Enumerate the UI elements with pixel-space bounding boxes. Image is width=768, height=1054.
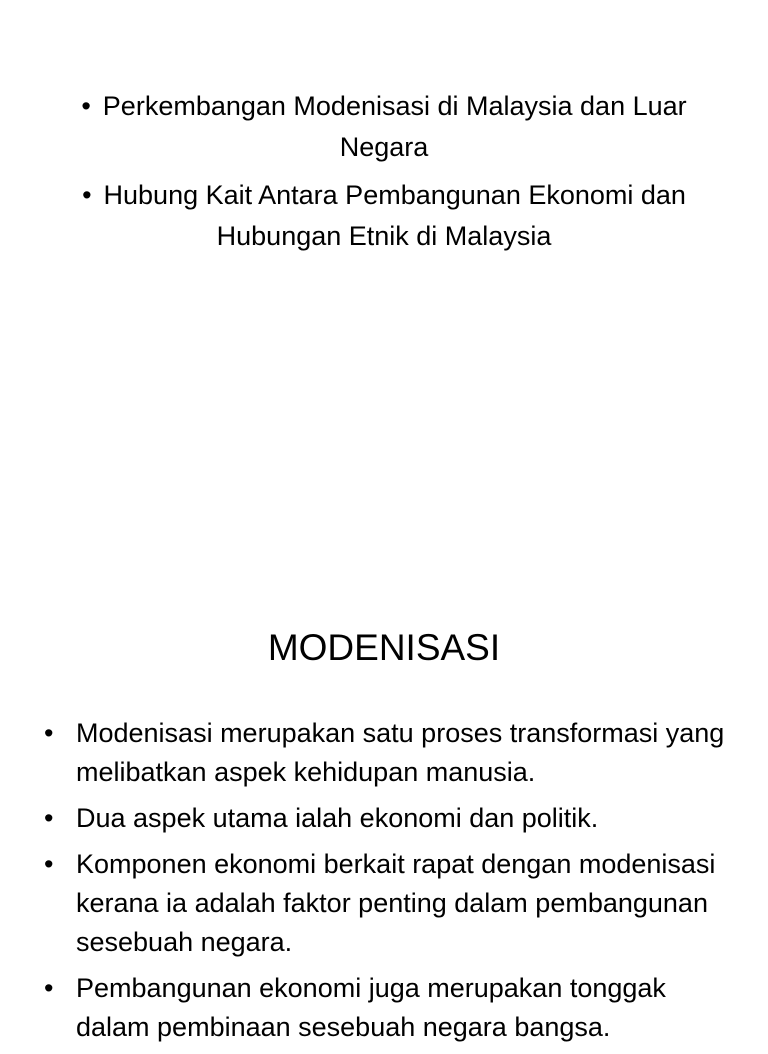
slide-2-bullet-item bbox=[44, 799, 734, 838]
bullet-text: Komponen ekonomi berkait rapat dengan modenisasi kerana ia adalah faktor penting dalam pembangunan sesebuah negara. bbox=[76, 849, 716, 957]
slide-1-bullet-item bbox=[40, 86, 728, 168]
bullet-text: Pembangunan ekonomi juga merupakan tonggak dalam pembinaan sesebuah negara bangsa. bbox=[76, 973, 666, 1042]
slide-1-bullet-item bbox=[40, 175, 728, 257]
bullet-icon: • bbox=[81, 91, 91, 121]
bullet-text: Dua aspek utama ialah ekonomi dan politik. bbox=[76, 803, 599, 833]
bullet-text: Perkembangan Modenisasi di Malaysia dan Luar Negara bbox=[102, 91, 687, 162]
bullet-icon: • bbox=[44, 803, 54, 833]
slide-title: MODENISASI bbox=[267, 627, 501, 668]
slide-2-bullet-item bbox=[44, 845, 734, 962]
slide-2-bullet-list bbox=[44, 714, 734, 1054]
bullet-icon: • bbox=[44, 718, 54, 748]
bullet-text: Hubung Kait Antara Pembangunan Ekonomi dan Hubungan Etnik di Malaysia bbox=[103, 180, 686, 251]
slide-2 bbox=[0, 576, 768, 1042]
slide-2-bullet-item bbox=[44, 969, 734, 1047]
bullet-text: Modenisasi merupakan satu proses transformasi yang melibatkan aspek kehidupan manusia. bbox=[76, 718, 725, 787]
bullet-icon: • bbox=[44, 973, 54, 1003]
bullet-icon: • bbox=[82, 180, 92, 210]
bullet-icon: • bbox=[44, 849, 54, 879]
slide-2-bullet-item bbox=[44, 714, 734, 792]
slide-1-bullet-list bbox=[40, 86, 728, 264]
